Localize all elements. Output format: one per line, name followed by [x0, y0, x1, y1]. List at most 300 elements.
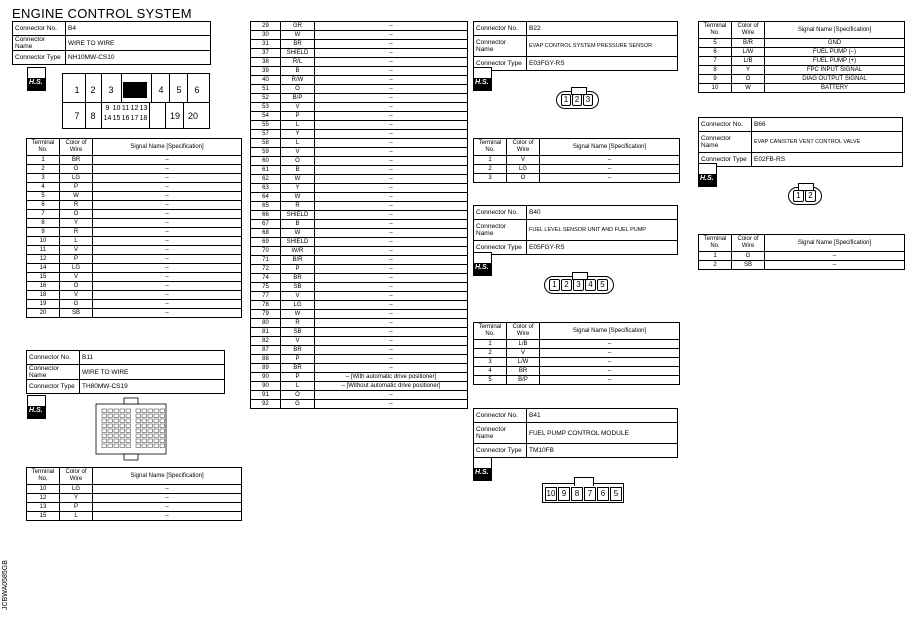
cell-signal: –	[315, 265, 468, 274]
cell-color: V	[507, 156, 540, 165]
table-row	[251, 364, 468, 373]
table-row	[251, 148, 468, 157]
connector-cavity	[160, 424, 165, 428]
page-title: ENGINE CONTROL SYSTEM	[12, 6, 192, 21]
hs-icon: H.S.	[27, 67, 46, 91]
b22-type: E03FGY-RS	[527, 57, 678, 71]
cell-signal: –	[93, 183, 242, 192]
cell-color: SB	[281, 328, 315, 337]
table-row	[251, 112, 468, 121]
table-row	[27, 192, 242, 201]
b4-name: WIRE TO WIRE	[66, 36, 211, 51]
connector-pin: 9	[558, 487, 570, 501]
connector-cavity	[136, 444, 141, 448]
table-row	[251, 238, 468, 247]
cell-color: L/W	[507, 358, 540, 367]
cell-signal: –	[540, 367, 680, 376]
table-row	[251, 220, 468, 229]
connector-cavity	[160, 439, 165, 443]
connector-pin: 3	[108, 85, 114, 95]
cell-color: O	[60, 282, 93, 291]
cell-signal: –	[315, 391, 468, 400]
cell-color: SB	[281, 283, 315, 292]
cell-color: LG	[60, 264, 93, 273]
cell-signal: – [With automatic drive positioner]	[315, 373, 468, 382]
cell-terminal: 80	[251, 319, 281, 328]
cell-signal: –	[315, 157, 468, 166]
cell-terminal: 7	[699, 57, 732, 66]
connector-cavity	[120, 434, 125, 438]
cell-terminal: 66	[251, 211, 281, 220]
connector-pin: 2	[90, 85, 96, 95]
cell-color: R	[281, 202, 315, 211]
cell-color: W	[281, 193, 315, 202]
cell-terminal: 52	[251, 94, 281, 103]
cell-color: V	[507, 349, 540, 358]
connector-cavity	[160, 444, 165, 448]
connector-cavity	[102, 424, 107, 428]
table-row	[699, 84, 905, 93]
cell-color: R	[281, 319, 315, 328]
connector-cavity	[136, 429, 141, 433]
b11-name: WIRE TO WIRE	[80, 365, 225, 380]
cell-terminal: 87	[251, 346, 281, 355]
cell-color: L	[281, 121, 315, 130]
connector-pin: 5	[597, 279, 608, 291]
cell-signal: –	[315, 337, 468, 346]
cell-signal: –	[540, 349, 680, 358]
connector-info-b4	[12, 21, 211, 65]
cell-terminal: 14	[27, 264, 60, 273]
table-row	[27, 503, 242, 512]
cell-signal: –	[93, 228, 242, 237]
table-row	[251, 184, 468, 193]
cell-color: Y	[60, 494, 93, 503]
cell-color: G	[281, 400, 315, 409]
cell-terminal: 6	[27, 201, 60, 210]
connector-pin: 7	[74, 111, 80, 121]
cell-color: O	[281, 391, 315, 400]
cell-terminal: 8	[699, 66, 732, 75]
table-row	[27, 183, 242, 192]
cell-terminal: 79	[251, 310, 281, 319]
cell-terminal: 13	[27, 503, 60, 512]
connector-cavity	[136, 434, 141, 438]
table-row	[251, 373, 468, 382]
cell-terminal: 9	[27, 228, 60, 237]
cell-signal: –	[315, 184, 468, 193]
connector-cavity	[108, 414, 113, 418]
cell-signal: FPC INPUT SIGNAL	[765, 66, 905, 75]
connector-cavity	[126, 434, 131, 438]
cell-color: W	[281, 229, 315, 238]
cell-signal: –	[540, 156, 680, 165]
cell-color: B/P	[281, 94, 315, 103]
cell-signal: –	[315, 40, 468, 49]
connector-cavity	[136, 439, 141, 443]
connector-info-b40: Connector No. B40 Connector Name FUEL LEVEL SENSOR UNIT AND FUEL PUMP Connector Type E05FGY-RS	[473, 205, 678, 255]
cell-color: W	[60, 192, 93, 201]
connector-pin: 1	[561, 94, 571, 106]
cell-signal: –	[315, 292, 468, 301]
table-row	[251, 49, 468, 58]
cell-signal: –	[315, 85, 468, 94]
cell-terminal: 3	[474, 358, 507, 367]
table-row	[251, 130, 468, 139]
cell-signal: –	[315, 31, 468, 40]
cell-signal: –	[93, 512, 242, 521]
cell-color: Y	[281, 184, 315, 193]
cell-color: O	[281, 157, 315, 166]
table-row	[251, 382, 468, 391]
cell-signal: – [Without automatic drive positioner]	[315, 382, 468, 391]
connector-cavity	[120, 419, 125, 423]
cell-signal: –	[315, 346, 468, 355]
connector-cavity	[102, 429, 107, 433]
b40-name: FUEL LEVEL SENSOR UNIT AND FUEL PUMP	[527, 220, 678, 241]
connector-cavity	[114, 419, 119, 423]
cell-terminal: 15	[27, 512, 60, 521]
connector-cavity	[108, 419, 113, 423]
connector-cavity	[136, 409, 141, 413]
connector-pin: 4	[585, 279, 596, 291]
cell-terminal: 10	[27, 237, 60, 246]
table-row	[251, 157, 468, 166]
connector-cavity	[102, 434, 107, 438]
cell-signal: –	[315, 328, 468, 337]
cell-terminal: 31	[251, 40, 281, 49]
cell-color: P	[60, 255, 93, 264]
table-row	[699, 261, 905, 270]
cell-signal: –	[93, 485, 242, 494]
cell-color: W	[281, 175, 315, 184]
cell-terminal: 9	[699, 75, 732, 84]
b11-continued-table	[250, 21, 468, 409]
connector-cavity	[102, 419, 107, 423]
cell-signal: –	[315, 220, 468, 229]
table-row	[251, 274, 468, 283]
connector-cavity	[108, 409, 113, 413]
connector-cavity	[136, 424, 141, 428]
cell-color: B	[281, 166, 315, 175]
table-row	[251, 328, 468, 337]
cell-signal: –	[540, 376, 680, 385]
cell-color: Y	[732, 66, 765, 75]
cell-color: R	[60, 201, 93, 210]
cell-terminal: 1	[474, 340, 507, 349]
cell-signal: –	[315, 139, 468, 148]
connector-pin: 8	[571, 487, 583, 501]
table-row	[251, 121, 468, 130]
cell-signal: –	[93, 282, 242, 291]
cell-terminal: 19	[27, 300, 60, 309]
b4-signal-table	[26, 138, 242, 318]
cell-signal: –	[93, 165, 242, 174]
table-row	[251, 103, 468, 112]
cell-terminal: 70	[251, 247, 281, 256]
cell-terminal: 37	[251, 49, 281, 58]
connector-cavity	[160, 409, 165, 413]
cell-terminal: 51	[251, 85, 281, 94]
cell-signal: –	[93, 503, 242, 512]
b40-no: B40	[527, 206, 678, 220]
cell-terminal: 57	[251, 130, 281, 139]
cell-signal: –	[315, 319, 468, 328]
b41-signal-table: Terminal No. Color of Wire Signal Name [Specification] 5 B/R GND 6 L/W FUEL PUMP (–) 7 L/B FUEL PUMP (+) 8 Y FPC INPUT SIGNAL 9 O DIAG OUTPUT SIGNAL 10 W BATTERY	[698, 21, 905, 93]
table-row	[27, 255, 242, 264]
table-row	[474, 358, 680, 367]
connector-info-b11: Connector No. B11 Connector Name WIRE TO WIRE Connector Type TH80MW-CS19	[26, 350, 225, 394]
connector-pin: 6	[597, 487, 609, 501]
table-row	[251, 76, 468, 85]
table-row	[251, 229, 468, 238]
table-row	[27, 291, 242, 300]
table-row	[27, 201, 242, 210]
connector-pin: 9	[105, 105, 110, 112]
cell-terminal: 5	[27, 192, 60, 201]
cell-color: SHIELD	[281, 238, 315, 247]
table-row	[251, 310, 468, 319]
cell-color: V	[281, 337, 315, 346]
b22-connector-face	[556, 87, 599, 109]
cell-color: L	[60, 237, 93, 246]
cell-signal: –	[315, 202, 468, 211]
connector-pin: 8	[90, 111, 96, 121]
cell-signal: –	[315, 22, 468, 31]
cell-color: P	[281, 373, 315, 382]
connector-cavity	[102, 414, 107, 418]
cell-signal: FUEL PUMP (+)	[765, 57, 905, 66]
connector-cavity	[148, 409, 153, 413]
cell-color: B/R	[732, 39, 765, 48]
cell-color: LG	[60, 485, 93, 494]
cell-color: BR	[281, 274, 315, 283]
table-row	[474, 165, 680, 174]
connector-cavity	[142, 439, 147, 443]
cell-terminal: 6	[699, 48, 732, 57]
cell-signal: –	[93, 192, 242, 201]
connector-cavity	[160, 419, 165, 423]
header-signal: Signal Name [Specification]	[93, 139, 242, 156]
cell-color: W	[732, 84, 765, 93]
cell-signal: –	[315, 148, 468, 157]
connector-cavity	[120, 424, 125, 428]
connector-pin: 5	[610, 487, 622, 501]
connector-cavity	[120, 414, 125, 418]
connector-pin: 6	[194, 85, 200, 95]
connector-cavity	[114, 424, 119, 428]
cell-color: Y	[60, 219, 93, 228]
table-row	[251, 40, 468, 49]
table-row	[251, 22, 468, 31]
connector-pin: 10	[112, 105, 121, 112]
cell-color: SHIELD	[281, 211, 315, 220]
cell-terminal: 68	[251, 229, 281, 238]
cell-terminal: 30	[251, 31, 281, 40]
connector-cavity	[160, 429, 165, 433]
cell-terminal: 20	[27, 309, 60, 318]
cell-signal: –	[315, 193, 468, 202]
connector-cavity	[142, 419, 147, 423]
cell-color: BR	[281, 346, 315, 355]
table-row	[251, 166, 468, 175]
table-row	[474, 340, 680, 349]
cell-color: R	[60, 228, 93, 237]
table-row	[27, 273, 242, 282]
connector-cavity	[154, 429, 159, 433]
cell-signal: –	[93, 237, 242, 246]
table-row	[251, 256, 468, 265]
connector-pin: 20	[187, 111, 198, 121]
cell-color: V	[60, 273, 93, 282]
connector-cavity	[148, 424, 153, 428]
cell-signal: –	[93, 309, 242, 318]
cell-signal: –	[93, 201, 242, 210]
connector-pin: 11	[121, 105, 130, 112]
cell-signal: –	[93, 494, 242, 503]
cell-signal: –	[315, 76, 468, 85]
cell-color: L	[281, 139, 315, 148]
cell-signal: –	[315, 121, 468, 130]
cell-signal: –	[93, 264, 242, 273]
cell-color: GR	[281, 22, 315, 31]
connector-cavity	[126, 419, 131, 423]
b41-type: TM10FB	[527, 444, 678, 458]
cell-color: B/R	[281, 256, 315, 265]
cell-color: LG	[60, 174, 93, 183]
connector-pin: 15	[112, 115, 121, 122]
cell-terminal: 10	[27, 485, 60, 494]
cell-terminal: 69	[251, 238, 281, 247]
cell-color: P	[60, 503, 93, 512]
cell-color: BR	[60, 156, 93, 165]
cell-terminal: 53	[251, 103, 281, 112]
connector-cavity	[126, 439, 131, 443]
connector-cavity	[154, 419, 159, 423]
connector-cavity	[120, 429, 125, 433]
connector-cavity	[142, 414, 147, 418]
cell-color: P	[281, 355, 315, 364]
connector-pin: 2	[572, 94, 582, 106]
table-row	[251, 301, 468, 310]
cell-terminal: 71	[251, 256, 281, 265]
b66-type: E02FB-RS	[752, 153, 903, 167]
cell-signal: –	[315, 364, 468, 373]
cell-terminal: 62	[251, 175, 281, 184]
cell-terminal: 65	[251, 202, 281, 211]
cell-terminal: 61	[251, 166, 281, 175]
cell-signal: –	[540, 340, 680, 349]
cell-terminal: 58	[251, 139, 281, 148]
table-row	[27, 156, 242, 165]
table-row	[699, 57, 905, 66]
connector-cavity	[120, 439, 125, 443]
cell-terminal: 15	[27, 273, 60, 282]
connector-info-b41: Connector No. B41 Connector Name FUEL PUMP CONTROL MODULE Connector Type TM10FB	[473, 408, 678, 458]
cell-terminal: 11	[27, 246, 60, 255]
cell-color: SHIELD	[281, 49, 315, 58]
connector-cavity	[108, 429, 113, 433]
table-row	[251, 319, 468, 328]
cell-color: LG	[507, 165, 540, 174]
cell-signal: –	[315, 211, 468, 220]
cell-terminal: 72	[251, 265, 281, 274]
cell-terminal: 91	[251, 391, 281, 400]
table-row	[474, 367, 680, 376]
b40-signal-table: Terminal No. Color of Wire Signal Name [Specification] 1 L/B – 2 V – 3 L/W – 4 BR – 5 B/P –	[473, 322, 680, 385]
cell-terminal: 55	[251, 121, 281, 130]
cell-color: G	[60, 300, 93, 309]
cell-signal: –	[315, 301, 468, 310]
b4-type: NH10MW-CS10	[66, 51, 211, 65]
cell-color: R/W	[281, 76, 315, 85]
cell-signal: –	[93, 300, 242, 309]
cell-terminal: 67	[251, 220, 281, 229]
connector-cavity	[160, 434, 165, 438]
connector-cavity	[136, 419, 141, 423]
table-row	[27, 282, 242, 291]
connector-cavity	[154, 414, 159, 418]
cell-color: R/L	[281, 58, 315, 67]
connector-cavity	[126, 414, 131, 418]
connector-cavity	[126, 409, 131, 413]
cell-terminal: 92	[251, 400, 281, 409]
header-terminal: Terminal No.	[27, 139, 60, 156]
cell-terminal: 78	[251, 301, 281, 310]
cell-terminal: 82	[251, 337, 281, 346]
b11-signal-table: Terminal No. Color of Wire Signal Name [Specification] 10 LG – 12 Y – 13 P – 15 L –	[26, 467, 242, 521]
connector-cavity	[154, 434, 159, 438]
cell-signal: –	[315, 130, 468, 139]
connector-cavity	[142, 444, 147, 448]
cell-signal: –	[315, 256, 468, 265]
cell-color: W/R	[281, 247, 315, 256]
hs-icon: H.S.	[27, 395, 46, 419]
cell-signal: –	[93, 210, 242, 219]
connector-cavity	[102, 409, 107, 413]
cell-terminal: 60	[251, 157, 281, 166]
connector-cavity	[108, 424, 113, 428]
table-row	[27, 512, 242, 521]
connector-cavity	[120, 409, 125, 413]
b11-connector-face	[86, 396, 176, 462]
cell-terminal: 90	[251, 373, 281, 382]
cell-terminal: 5	[474, 376, 507, 385]
cell-signal: BATTERY	[765, 84, 905, 93]
connector-pin: 17	[130, 115, 139, 122]
connector-cavity	[136, 414, 141, 418]
connector-cavity	[142, 434, 147, 438]
connector-cavity	[126, 424, 131, 428]
cell-color: P	[281, 265, 315, 274]
cell-terminal: 29	[251, 22, 281, 31]
connector-info-b22: Connector No. B22 Connector Name EVAP CONTROL SYSTEM PRESSURE SENSOR Connector Type E03FGY-RS	[473, 21, 678, 71]
table-row	[27, 210, 242, 219]
cell-terminal: 10	[699, 84, 732, 93]
cell-terminal: 8	[27, 219, 60, 228]
cell-terminal: 3	[27, 174, 60, 183]
hs-icon: H.S.	[473, 67, 492, 91]
cell-signal: –	[93, 174, 242, 183]
table-row	[27, 300, 242, 309]
connector-cavity	[148, 434, 153, 438]
cell-terminal: 89	[251, 364, 281, 373]
connector-cavity	[148, 444, 153, 448]
b22-signal-table: Terminal No. Color of Wire Signal Name [Specification] 1 V – 2 LG – 3 O –	[473, 138, 680, 183]
cell-terminal: 2	[474, 349, 507, 358]
cell-color: BR	[281, 40, 315, 49]
cell-terminal: 12	[27, 494, 60, 503]
